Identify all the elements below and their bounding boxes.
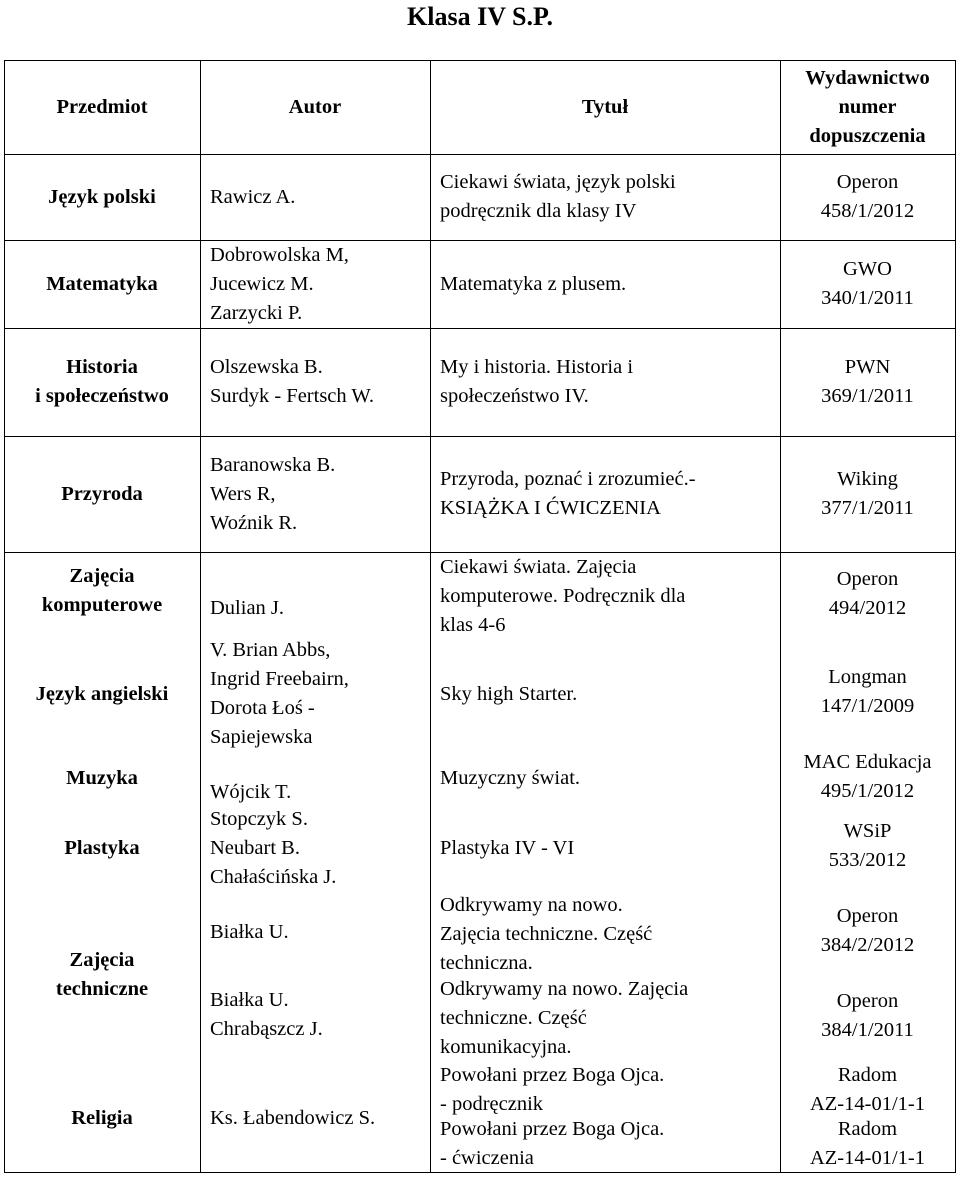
publisher-name: GWO [843, 258, 892, 280]
subject-cell [4, 240, 200, 328]
header-subject [4, 60, 200, 154]
author-text: Rawicz A. [210, 185, 296, 208]
title-line: techniczna. [440, 951, 533, 974]
title-line: komputerowe. Podręcznik dla [440, 584, 686, 607]
publisher-name: Operon [836, 568, 899, 590]
title-cell [430, 760, 780, 796]
title-cell [430, 830, 780, 866]
subject-line: i społeczeństwo [35, 385, 169, 407]
approval-number: 147/1/2009 [820, 695, 915, 717]
author-line: Stopczyk S. [210, 807, 308, 830]
title-line: techniczne. Część [440, 1006, 587, 1029]
title-line: - podręcznik [440, 1093, 544, 1115]
author-cell [200, 328, 430, 436]
author-cell [200, 634, 430, 754]
publisher-name: MAC Edukacja [803, 751, 932, 773]
approval-number: 495/1/2012 [820, 780, 915, 802]
subject-cell [4, 154, 200, 240]
header-title [430, 60, 780, 154]
subject-line: Zajęcia [69, 565, 135, 587]
title-cell [430, 328, 780, 436]
subject-line: Historia [66, 356, 138, 378]
subject-text: Język angielski [35, 682, 169, 705]
author-line: Neubart B. [210, 836, 300, 859]
header-publisher-line: dopuszczenia [809, 124, 926, 147]
subject-english [4, 676, 200, 712]
approval-number: 377/1/2011 [821, 497, 914, 519]
author-cell [200, 984, 430, 1046]
subject-text: Matematyka [46, 272, 158, 295]
subject-line: komputerowe [41, 594, 163, 616]
title-line: Ciekawi świata. Zajęcia [440, 555, 637, 578]
title-cell [430, 436, 780, 552]
author-text: Białka U. [210, 920, 289, 943]
header-title-text: Tytuł [581, 95, 629, 118]
publisher-cell [780, 747, 955, 807]
author-cell [200, 804, 430, 892]
title-cell [430, 890, 780, 978]
author-line: Białka U. [210, 989, 289, 1011]
title-cell [430, 1060, 780, 1120]
subject-text: Religia [71, 1106, 133, 1129]
header-subject-text: Przedmiot [56, 95, 148, 118]
author-line: Zarzycki P. [210, 301, 303, 324]
title-line: komunikacyjna. [440, 1035, 572, 1058]
author-cell [200, 436, 430, 552]
approval-number: AZ-14-01/1-1 [809, 1093, 925, 1115]
publisher-cell [780, 816, 955, 876]
author-line: Sapiejewska [210, 726, 313, 748]
author-line: Chrabąszcz J. [210, 1018, 323, 1040]
publisher-name: Radom [837, 1118, 898, 1140]
title-line: społeczeństwo IV. [440, 385, 589, 407]
publisher-cell [780, 1060, 955, 1120]
publisher-cell [780, 328, 955, 436]
publisher-cell [780, 662, 955, 722]
author-line: Dobrowolska M, [210, 243, 349, 266]
title-cell [430, 1114, 780, 1174]
header-publisher-line: numer [838, 95, 897, 118]
title-cell [430, 552, 780, 640]
approval-number: 340/1/2011 [821, 287, 914, 309]
author-text: Wójcik T. [210, 780, 292, 803]
title-line: Sky high Starter. [440, 682, 578, 705]
title-line: Powołani przez Boga Ojca. [440, 1064, 665, 1086]
author-cell [200, 1100, 430, 1136]
title-line: Matematyka z plusem. [440, 272, 627, 295]
subject-line: Zajęcia [69, 949, 135, 971]
publisher-name: Longman [828, 666, 907, 688]
approval-number: 384/1/2011 [821, 1019, 914, 1041]
subject-tech [4, 940, 200, 1010]
page-title: Klasa IV S.P. [407, 2, 553, 31]
title-line: Plastyka IV - VI [440, 836, 575, 859]
subject-religion [4, 1100, 200, 1136]
author-line: Surdyk - Fertsch W. [210, 385, 374, 407]
approval-number: 369/1/2011 [821, 385, 914, 407]
publisher-cell [780, 1114, 955, 1174]
subject-computer [4, 556, 200, 626]
author-cell [200, 154, 430, 240]
title-line: Przyroda, poznać i zrozumieć.- [440, 468, 696, 490]
title-line: Zajęcia techniczne. Część [440, 922, 653, 945]
title-line: podręcznik dla klasy IV [440, 200, 637, 222]
subject-cell [4, 328, 200, 436]
title-line: My i historia. Historia i [440, 356, 634, 378]
publisher-name: Operon [836, 990, 899, 1012]
publisher-cell [780, 564, 955, 624]
title-cell [430, 676, 780, 712]
title-line: klas 4-6 [440, 613, 506, 636]
author-text: Dulian J. [210, 596, 285, 619]
subject-cell [4, 436, 200, 552]
author-line: Baranowska B. [210, 453, 336, 476]
author-line: Dorota Łoś - [210, 697, 315, 719]
approval-number: 458/1/2012 [820, 200, 915, 222]
publisher-cell [780, 901, 955, 961]
title-line: KSIĄŻKA I ĆWICZENIA [440, 497, 661, 519]
approval-number: AZ-14-01/1-1 [809, 1147, 925, 1169]
subject-music [4, 760, 200, 796]
approval-number: 384/2/2012 [820, 934, 915, 956]
publisher-name: WSiP [843, 820, 892, 842]
publisher-name: PWN [844, 356, 891, 378]
approval-number: 494/2012 [828, 597, 907, 619]
author-line: V. Brian Abbs, [210, 639, 331, 661]
publisher-cell [780, 986, 955, 1046]
approval-number: 533/2012 [828, 849, 907, 871]
subject-line: techniczne [55, 978, 149, 1000]
author-line: Wers R, [210, 482, 276, 505]
author-line: Chałaścińska J. [210, 865, 337, 888]
subject-text: Przyroda [61, 482, 143, 505]
publisher-name: Radom [837, 1064, 898, 1086]
title-cell [430, 154, 780, 240]
author-cell [200, 914, 430, 950]
publisher-cell [780, 154, 955, 240]
author-cell [200, 590, 430, 626]
publisher-name: Operon [836, 905, 899, 927]
author-text: Ks. Łabendowicz S. [210, 1106, 376, 1129]
author-line: Jucewicz M. [210, 272, 314, 295]
subject-text: Muzyka [66, 766, 138, 789]
header-author [200, 60, 430, 154]
header-publisher [780, 60, 955, 154]
title-cell [430, 974, 780, 1062]
subject-text: Plastyka [64, 836, 140, 859]
title-line: Ciekawi świata, język polski [440, 171, 676, 193]
title-line: Odkrywamy na nowo. [440, 893, 623, 916]
publisher-cell [780, 240, 955, 328]
publisher-name: Wiking [837, 468, 898, 490]
author-line: Olszewska B. [210, 356, 323, 378]
author-line: Woźnik R. [210, 511, 298, 534]
header-publisher-line: Wydawnictwo [805, 66, 930, 89]
title-cell [430, 240, 780, 328]
title-line: - ćwiczenia [440, 1147, 534, 1169]
title-line: Odkrywamy na nowo. Zajęcia [440, 977, 689, 1000]
publisher-name: Operon [836, 171, 899, 193]
header-author-text: Autor [288, 95, 342, 118]
author-line: Ingrid Freebairn, [210, 668, 349, 690]
subject-text: Język polski [48, 185, 156, 208]
table-border-right [955, 60, 956, 1172]
title-line: Muzyczny świat. [440, 766, 581, 789]
subject-art [4, 830, 200, 866]
title-line: Powołani przez Boga Ojca. [440, 1118, 665, 1140]
author-cell [200, 240, 430, 328]
publisher-cell [780, 436, 955, 552]
